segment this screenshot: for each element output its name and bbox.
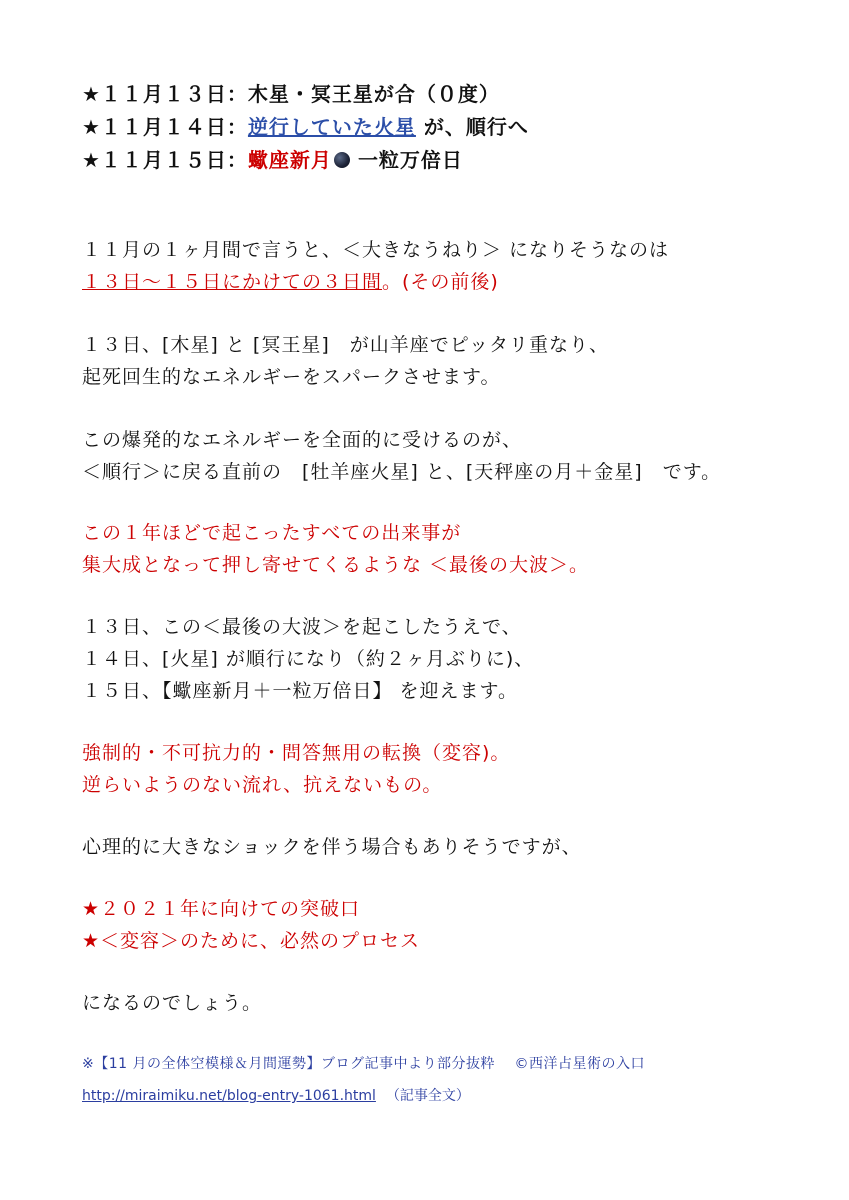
- three-days-highlight: １３日～１５日にかけての３日間: [82, 271, 383, 293]
- paragraph-6-line-2: 逆らいようのない流れ、抗えないもの。: [82, 774, 443, 796]
- paragraph-1-line-1: １１月の１ヶ月間で言うと、＜大きなうねり＞ になりそうなのは: [82, 239, 670, 261]
- full-article-note: （記事全文）: [385, 1088, 470, 1104]
- headline-jupiter-pluto: ★１１月１３日：木星・冥王星が合（０度）: [82, 82, 500, 106]
- paragraph-6-line-1: 強制的・不可抗力的・問答無用の転換（変容)。: [82, 742, 511, 764]
- paragraph-3-line-2: ＜順行＞に戻る直前の [牡羊座火星] と、[天秤座の月＋金星] です。: [82, 461, 722, 483]
- new-moon-icon: [334, 152, 350, 168]
- headline-date-1114: ★１１月１４日：: [82, 115, 248, 139]
- headline-new-moon: [82, 144, 463, 173]
- source-credit: ※【11 月の全体空模様＆月間運勢】ブログ記事中より部分抜粋 ©西洋占星術の入口: [82, 1056, 645, 1072]
- paragraph-2-line-2: 起死回生的なエネルギーをスパークさせます。: [82, 366, 501, 388]
- paragraph-5-line-2: １４日、[火星] が順行になり（約２ヶ月ぶりに)、: [82, 648, 535, 670]
- paragraph-4-line-2: 集大成となって押し寄せてくるような ＜最後の大波＞。: [82, 554, 590, 576]
- paragraph-8-line-1: ★２０２１年に向けての突破口: [82, 898, 361, 920]
- paragraph-9-line-1: になるのでしょう。: [82, 992, 263, 1014]
- before-after-note: 。(その前後): [382, 271, 499, 293]
- scorpio-new-moon-label: 蠍座新月: [247, 148, 332, 172]
- paragraph-5-line-1: １３日、この＜最後の大波＞を起こしたうえで、: [82, 616, 522, 638]
- ichiryu-manbai-label: 一粒万倍日: [357, 148, 463, 172]
- headline-mars-suffix: が、順行へ: [415, 115, 529, 139]
- paragraph-8-line-2: ★＜変容＞のために、必然のプロセス: [82, 930, 421, 952]
- headline-date-1115: ★１１月１５日：: [82, 148, 248, 172]
- paragraph-3-line-1: この爆発的なエネルギーを全面的に受けるのが、: [82, 429, 523, 451]
- retrograde-mars-link[interactable]: 逆行していた火星: [247, 115, 416, 139]
- paragraph-5-line-3: １５日、【蠍座新月＋一粒万倍日】 を迎えます。: [82, 680, 519, 702]
- paragraph-2-line-1: １３日、[木星] と [冥王星] が山羊座でピッタリ重なり、: [82, 334, 609, 356]
- source-url-row: [82, 1085, 470, 1105]
- paragraph-7-line-1: 心理的に大きなショックを伴う場合もありそうですが、: [82, 836, 582, 858]
- headline-mars-direct: [82, 111, 529, 140]
- blog-entry-link[interactable]: http://miraimiku.net/blog-entry-1061.html: [82, 1088, 376, 1104]
- paragraph-4-line-1: この１年ほどで起こったすべての出来事が: [82, 522, 462, 544]
- paragraph-1-line-2: [82, 267, 499, 294]
